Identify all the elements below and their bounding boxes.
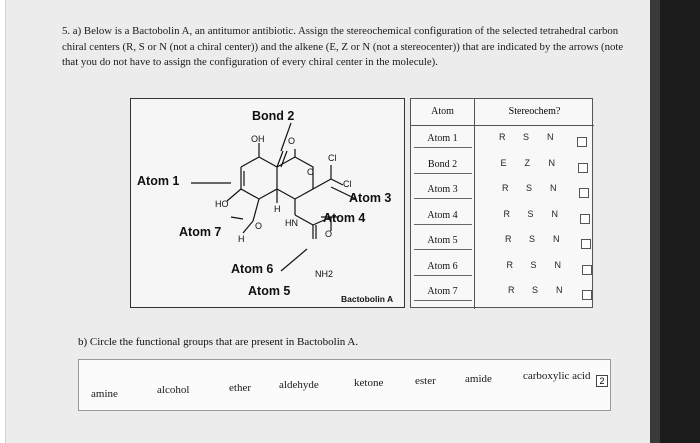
stereo-option-n[interactable]: N [550,183,557,193]
functional-groups-box [78,359,611,411]
part-b-prompt: b) Circle the functional groups that are present in Bactobolin A. [78,336,359,348]
stereo-option-s[interactable]: S [529,234,536,244]
stereo-option-s[interactable]: S [526,183,533,193]
table-row-underline [414,275,472,276]
fg-carboxylic-acid[interactable]: carboxylic acid [523,370,591,382]
molecule-name: Bactobolin A [341,294,394,304]
bond2-label: Bond 2 [252,109,295,123]
stereo-option-r[interactable]: R [503,208,510,219]
stereo-option-n[interactable]: N [554,259,561,270]
atom6-label: Atom 6 [231,262,274,276]
answer-checkbox[interactable] [582,265,592,275]
answer-checkbox[interactable] [577,137,587,147]
table-row-underline [414,300,472,301]
fg-ketone[interactable]: ketone [354,377,384,389]
fg-amide[interactable]: amide [465,373,492,385]
stereo-option-n[interactable]: N [556,285,563,295]
background-edge [660,0,700,443]
stereo-option-r[interactable]: R [505,234,512,244]
answer-checkbox[interactable] [582,290,592,300]
page-edge [0,0,6,443]
stereo-option-s[interactable]: S [530,259,537,270]
fg-amine[interactable]: amine [91,388,118,400]
table-row-label: Atom 3 [427,184,458,195]
fg-ether[interactable]: ether [229,382,251,394]
answer-checkbox[interactable] [581,239,591,249]
stereochem-table [410,98,593,308]
table-row-underline [414,147,472,148]
stereo-option-s[interactable]: S [527,208,534,219]
question-text: 5. a) Below is a Bactobolin A, an antitumor antibiotic. Assign the stereochemical configuration of the selected tetrahedral carbon chiral centers (R, S or N (not a chiral center)) and the alkene (E, Z or N (not a stereocenter)) that are indicated by the arrows (note that you do not have to assign the configuration of every chiral center in the molecule). [62,25,624,68]
table-row-label: Atom 5 [427,235,458,246]
stereo-option-n[interactable]: N [547,132,554,142]
stereo-option-z[interactable]: Z [524,157,530,168]
atom4-label: Atom 4 [323,211,366,225]
o-ester-group: O [255,221,263,231]
stereo-option-s[interactable]: S [532,285,539,295]
table-row-underline [414,198,472,199]
cl1-group: Cl [328,153,337,163]
fg-aldehyde[interactable]: aldehyde [279,379,319,391]
h1-group: H [274,204,281,214]
answer-checkbox[interactable] [578,163,588,173]
stereo-option-n[interactable]: N [551,208,558,219]
stereo-option-n[interactable]: N [553,234,560,244]
table-row-label: Bond 2 [427,158,458,170]
table-row-underline [414,173,472,174]
table-row-label: Atom 6 [427,260,458,272]
table-row-label: Atom 7 [427,286,458,297]
stereo-option-e[interactable]: E [500,157,507,168]
hn-group: HN [285,218,298,228]
stereo-option-r[interactable]: R [502,183,509,193]
o-ring-group: O [307,167,315,177]
header-stereochem: Stereochem? [508,106,561,117]
cl2-group: Cl [343,179,352,189]
table-divider [474,99,475,309]
stereo-option-r[interactable]: R [499,132,506,142]
atom7-label: Atom 7 [179,225,222,239]
h2-group: H [238,234,245,244]
molecule-diagram [130,98,405,308]
stereo-option-s[interactable]: S [523,132,530,142]
o-amide-group: O [325,229,333,239]
atom5-label: Atom 5 [248,284,291,298]
oh-group: OH [251,134,265,144]
nh2-group: NH2 [315,269,334,279]
table-row-label: Atom 4 [427,209,458,221]
table-row-underline [414,224,472,225]
fg-ester[interactable]: ester [415,375,436,387]
stereo-option-r[interactable]: R [508,285,515,295]
stereo-option-n[interactable]: N [548,157,555,168]
atom3-label: Atom 3 [349,191,392,205]
answer-checkbox[interactable] [580,214,590,224]
points-badge: 2 [596,375,608,387]
header-atom: Atom [431,106,454,117]
table-row-underline [414,249,472,250]
answer-checkbox[interactable] [579,188,589,198]
table-row-label: Atom 1 [427,133,458,144]
o-top-group: O [288,136,296,146]
stereo-option-r[interactable]: R [506,259,513,270]
fg-alcohol[interactable]: alcohol [157,384,190,396]
atom1-label: Atom 1 [137,174,180,188]
ho-group: HO [215,199,229,209]
